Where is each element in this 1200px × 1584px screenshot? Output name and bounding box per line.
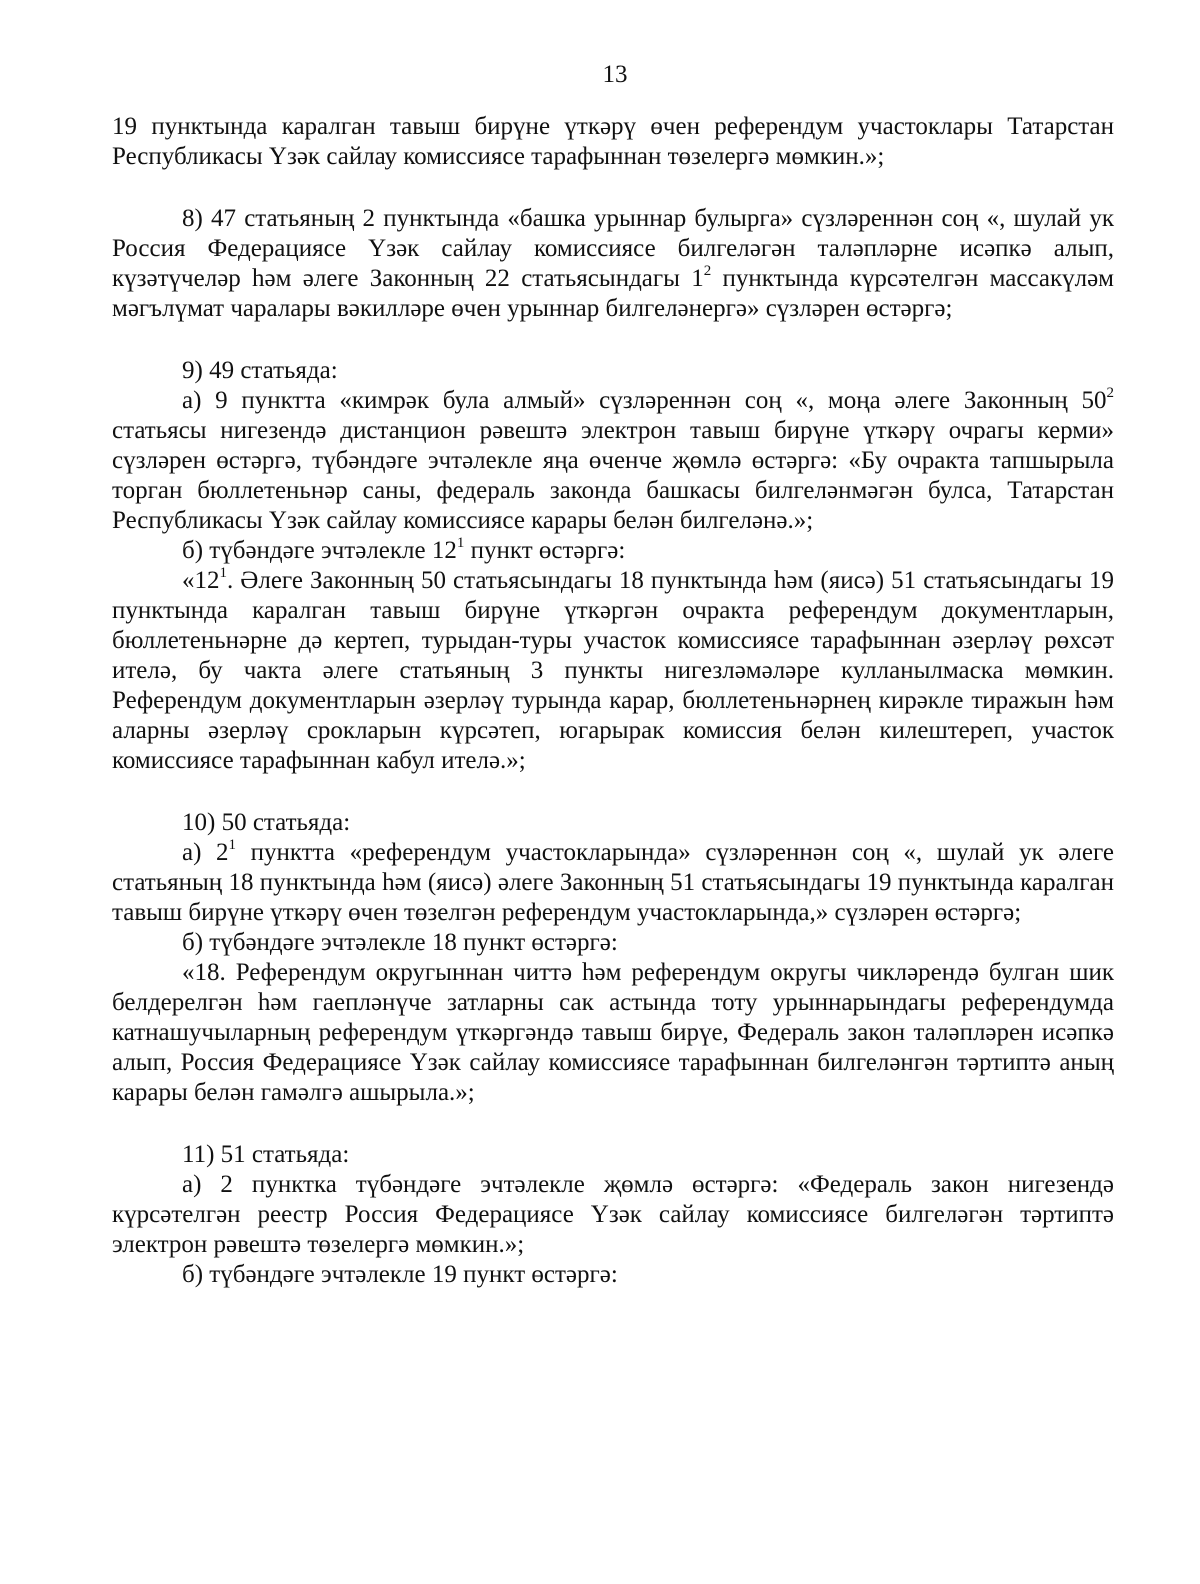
document-body [112, 112, 1114, 1290]
item-10a-text-b: пунктта «референдум участокларында» сүзләреннән соң «, шулай ук әлеге статьяның 18 пунктында һәм (яисә) әлеге Законның 51 статьясындагы 19 пунктында каралган тавыш бирүне үткәрү өчен төзелгән референдум участокларында,» сүзләрен өстәргә; [112, 839, 1114, 926]
item-9a-text-a: а) 9 пунктта «кимрәк була алмый» сүзләреннән соң «, моңа әлеге Законның 50 [182, 387, 1107, 414]
item-12-1-text-b: . Әлеге Законның 50 статьясындагы 18 пунктында һәм (яисә) 51 статьясындагы 19 пунктында каралган тавыш бирүне үткәргән очракта референдум документларын, бюллетеньнәрне дә кертеп, турыдан-туры участок комиссиясе тарафыннан әзерләү рөхсәт ителә, бу чакта әлеге статьяның 3 пункты нигезләмәләре кулланылмаска мөмкин. Референдум документларын әзерләү турында карар, бюллетеньнәрнең кирәкле тиражын һәм аларны әзерләү срокларын күрсәтеп, югарырак комиссия белән килештереп, участок комиссиясе тарафыннан кабул ителә.»; [112, 567, 1114, 774]
paragraph-continuation: 19 пунктында каралган тавыш бирүне үткәрү өчен референдум участоклары Татарстан Республикасы Үзәк сайлау комиссиясе тарафыннан төзелергә мөмкин.»; [112, 113, 1114, 170]
item-9a-superscript: 2 [1106, 384, 1114, 401]
item-11b-paragraph: б) түбәндәге эчтәлекле 19 пункт өстәргә: [182, 1261, 618, 1288]
item-8-superscript: 2 [703, 262, 712, 279]
item-12-1-superscript: 1 [219, 564, 227, 581]
paragraph-gap [112, 1108, 1114, 1140]
paragraph-gap [112, 776, 1114, 808]
item-11a-paragraph: а) 2 пунктка түбәндәге эчтәлекле җөмлә өстәргә: «Федераль закон нигезендә күрсәтелгән реестр Россия Федерациясе Үзәк сайлау комиссиясе билгеләгән тәртиптә электрон рәвештә төзелергә мөмкин.»; [112, 1171, 1114, 1258]
item-8-text-b: пунктында күрсәтелгән массакүләм мәгълүмат чаралары вәкилләре өчен урыннар билгеләнергә» сүзләрен өстәргә; [112, 265, 1115, 322]
paragraph-gap [112, 172, 1114, 204]
item-10-heading: 10) 50 статьяда: [182, 809, 351, 836]
item-11-heading: 11) 51 статьяда: [182, 1141, 350, 1168]
item-9b-superscript: 1 [456, 534, 465, 551]
item-12-1-text-a: «12 [182, 567, 220, 594]
page-number: 13 [602, 61, 628, 88]
item-10a-text-a: а) 2 [182, 839, 229, 866]
item-9a-paragraph [112, 386, 1114, 536]
item-8-paragraph [112, 204, 1114, 324]
item-10b-paragraph: б) түбәндәге эчтәлекле 18 пункт өстәргә: [182, 929, 618, 956]
item-10a-superscript: 1 [228, 836, 237, 853]
paragraph-gap [112, 324, 1114, 356]
item-8-text-a: 8) 47 статьяның 2 пунктында «башка урыннар булырга» сүзләреннән соң «, шулай ук Россия Федерациясе Үзәк сайлау комиссиясе билгеләгән таләпләрне исәпкә алып, күзәтүчеләр һәм әлеге Законның 22 статьясындагы 1 [112, 205, 1114, 292]
item-10a-paragraph [112, 838, 1114, 928]
item-18-quote: «18. Референдум округыннан читтә һәм референдум округы чикләрендә булган шик белдерелгән һәм гаепләнүче затларны сак астында тоту урыннарындагы референдумда катнашучыларның референдум үткәргәндә тавыш бирүе, Федераль закон таләпләрен исәпкә алып, Россия Федерациясе Үзәк сайлау комиссиясе тарафыннан билгеләнгән тәртиптә аның карары белән гамәлгә ашырыла.»; [112, 959, 1114, 1106]
item-12-1-quote [112, 566, 1114, 776]
item-9b-paragraph [112, 536, 1114, 566]
item-9-heading: 9) 49 статьяда: [182, 357, 338, 384]
item-9b-text-a: б) түбәндәге эчтәлекле 12 [182, 537, 457, 564]
item-9b-text-b: пункт өстәргә: [464, 537, 626, 564]
item-9a-text-b: статьясы нигезендә дистанцион рәвештә электрон тавыш бирүне үткәрү очрагы керми» сүзләрен өстәргә, түбәндәге эчтәлекле яңа өченче җөмлә өстәргә: «Бу очракта тапшырыла торган бюллетеньнәр саны, федераль законда башкасы билгеләнмәгән булса, Татарстан Республикасы Үзәк сайлау комиссиясе карары белән билгеләнә.»; [112, 417, 1114, 534]
